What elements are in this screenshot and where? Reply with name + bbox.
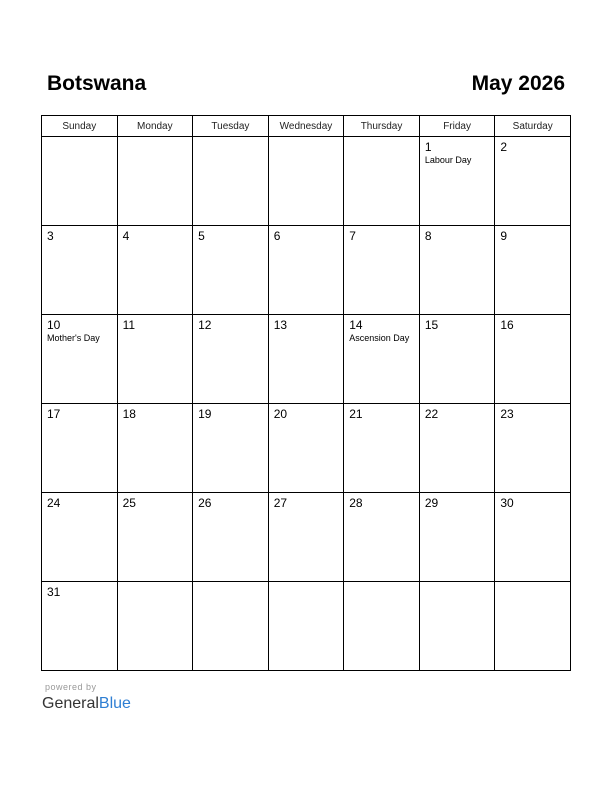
- day-number: 13: [273, 318, 288, 332]
- day-cell[interactable]: [344, 226, 420, 315]
- generalblue-logo[interactable]: [42, 694, 131, 714]
- day-cell[interactable]: [42, 315, 118, 404]
- week-row: [42, 404, 571, 493]
- day-cell[interactable]: [193, 315, 269, 404]
- day-number: 31: [47, 585, 61, 599]
- brand-blue-text: Blue: [98, 695, 131, 712]
- day-cell[interactable]: [268, 315, 344, 404]
- holiday-label: Ascension Day: [349, 333, 410, 343]
- weekday-header-row: [42, 116, 571, 137]
- weekday-header: Thursday: [344, 116, 420, 137]
- day-cell[interactable]: [419, 226, 495, 315]
- day-cell[interactable]: [495, 226, 571, 315]
- day-cell[interactable]: [42, 582, 118, 671]
- day-cell[interactable]: [495, 137, 571, 226]
- day-number: 2: [500, 140, 508, 154]
- week-row: [42, 582, 571, 671]
- day-number: 30: [500, 496, 514, 510]
- day-number: 29: [424, 496, 439, 510]
- day-number: 6: [273, 229, 281, 243]
- day-number: 20: [273, 407, 288, 421]
- day-cell[interactable]: [419, 493, 495, 582]
- day-number: 10: [47, 318, 61, 332]
- weekday-header: Tuesday: [193, 116, 269, 137]
- calendar-grid: [41, 115, 571, 671]
- day-cell[interactable]: [193, 404, 269, 493]
- day-number: 25: [122, 496, 136, 510]
- empty-day-cell: [42, 137, 118, 226]
- day-number: 24: [47, 496, 61, 510]
- day-cell[interactable]: [344, 315, 420, 404]
- empty-day-cell: [344, 137, 420, 226]
- day-number: 17: [47, 407, 61, 421]
- day-number: 11: [122, 318, 136, 332]
- weekday-header: Friday: [419, 116, 495, 137]
- day-number: 22: [424, 407, 439, 421]
- day-number: 16: [500, 318, 514, 332]
- month-year-title: May 2026: [471, 72, 565, 95]
- day-number: 26: [198, 496, 212, 510]
- empty-day-cell: [117, 137, 193, 226]
- day-cell[interactable]: [117, 226, 193, 315]
- holiday-label: Labour Day: [424, 155, 472, 165]
- day-cell[interactable]: [117, 315, 193, 404]
- day-cell[interactable]: [344, 404, 420, 493]
- country-title: Botswana: [47, 72, 147, 95]
- day-cell[interactable]: [193, 226, 269, 315]
- day-cell[interactable]: [42, 493, 118, 582]
- empty-day-cell: [495, 582, 571, 671]
- day-number: 5: [198, 229, 205, 243]
- weekday-header: Saturday: [495, 116, 571, 137]
- day-number: 7: [349, 229, 356, 243]
- day-cell[interactable]: [419, 315, 495, 404]
- day-cell[interactable]: [495, 493, 571, 582]
- day-number: 19: [198, 407, 212, 421]
- day-number: 21: [349, 407, 363, 421]
- day-number: 12: [198, 318, 212, 332]
- empty-day-cell: [193, 582, 269, 671]
- day-number: 14: [349, 318, 363, 332]
- weekday-header: Monday: [117, 116, 193, 137]
- day-number: 27: [273, 496, 288, 510]
- day-number: 23: [500, 407, 514, 421]
- day-cell[interactable]: [193, 493, 269, 582]
- day-cell[interactable]: [495, 315, 571, 404]
- empty-day-cell: [344, 582, 420, 671]
- week-row: [42, 226, 571, 315]
- empty-day-cell: [268, 582, 344, 671]
- week-row: [42, 493, 571, 582]
- empty-day-cell: [268, 137, 344, 226]
- week-row: [42, 315, 571, 404]
- day-cell[interactable]: [42, 226, 118, 315]
- day-cell[interactable]: [268, 404, 344, 493]
- day-number: 15: [424, 318, 439, 332]
- day-cell[interactable]: [268, 493, 344, 582]
- day-cell[interactable]: [495, 404, 571, 493]
- day-cell[interactable]: [42, 404, 118, 493]
- day-cell[interactable]: [117, 404, 193, 493]
- week-row: [42, 137, 571, 226]
- day-number: 8: [424, 229, 432, 243]
- day-cell[interactable]: [419, 137, 495, 226]
- day-number: 4: [122, 229, 130, 243]
- day-cell[interactable]: [268, 226, 344, 315]
- day-number: 18: [122, 407, 136, 421]
- day-number: 1: [424, 140, 432, 154]
- day-cell[interactable]: [344, 493, 420, 582]
- weekday-header: Wednesday: [268, 116, 344, 137]
- empty-day-cell: [419, 582, 495, 671]
- day-number: 3: [47, 229, 54, 243]
- powered-by-label: powered by: [45, 682, 97, 692]
- empty-day-cell: [117, 582, 193, 671]
- day-number: 28: [349, 496, 363, 510]
- weekday-header: Sunday: [42, 116, 118, 137]
- day-cell[interactable]: [117, 493, 193, 582]
- empty-day-cell: [193, 137, 269, 226]
- holiday-label: Mother's Day: [47, 333, 100, 343]
- brand-general-text: General: [42, 695, 99, 712]
- day-number: 9: [500, 229, 508, 243]
- day-cell[interactable]: [419, 404, 495, 493]
